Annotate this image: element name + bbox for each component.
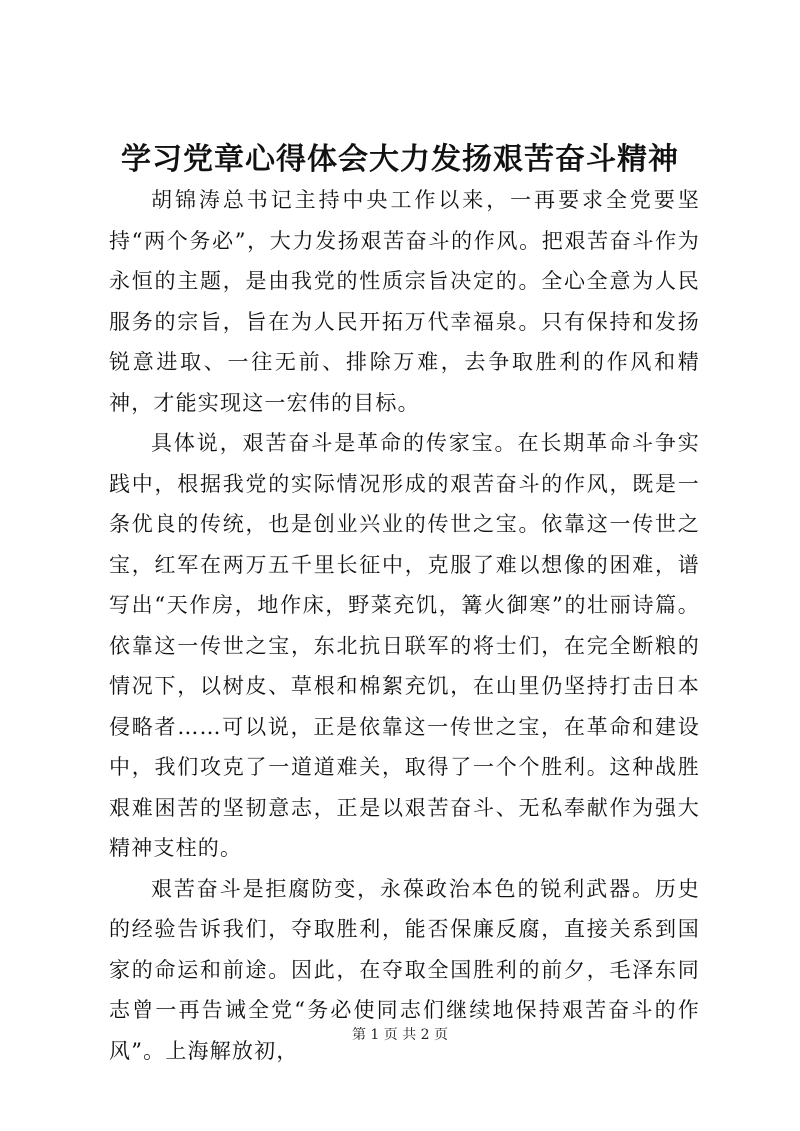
paragraph-1: 胡锦涛总书记主持中央工作以来，一再要求全党要坚持“两个务必”，大力发扬艰苦奋斗的作风。把艰苦奋斗作为永恒的主题，是由我党的性质宗旨决定的。全心全意为人民服务的宗旨，旨在为人民开拓万代幸福泉。只有保持和发扬锐意进取、一往无前、排除万难，去争取胜利的作风和精神，才能实现这一宏伟的目标。 [109, 188, 700, 415]
document-title: 学习党章心得体会大力发扬艰苦奋斗精神 [121, 142, 679, 177]
page-footer: 第 1 页 共 2 页 [351, 1027, 449, 1043]
paragraph-3: 艰苦奋斗是拒腐防变，永葆政治本色的锐利武器。历史的经验告诉我们，夺取胜利，能否保廉反腐，直接关系到国家的命运和前途。因此，在夺取全国胜利的前夕，毛泽东同志曾一再告诫全党“务必使同志们继续地保持艰苦奋斗的作风”。上海解放初， [109, 876, 700, 1063]
document-body [109, 180, 700, 1071]
paragraph-2: 具体说，艰苦奋斗是革命的传家宝。在长期革命斗争实践中，根据我党的实际情况形成的艰苦奋斗的作风，既是一条优良的传统，也是创业兴业的传世之宝。依靠这一传世之宝，红军在两万五千里长征中，克服了难以想像的困难，谱写出“天作房，地作床，野菜充饥，篝火御寒”的壮丽诗篇。依靠这一传世之宝，东北抗日联军的将士们，在完全断粮的情况下，以树皮、草根和棉絮充饥，在山里仍坚持打击日本侵略者……可以说，正是依靠这一传世之宝，在革命和建设中，我们攻克了一道道难关，取得了一个个胜利。这种战胜艰难困苦的坚韧意志，正是以艰苦奋斗、无私奉献作为强大精神支柱的。 [109, 431, 700, 860]
